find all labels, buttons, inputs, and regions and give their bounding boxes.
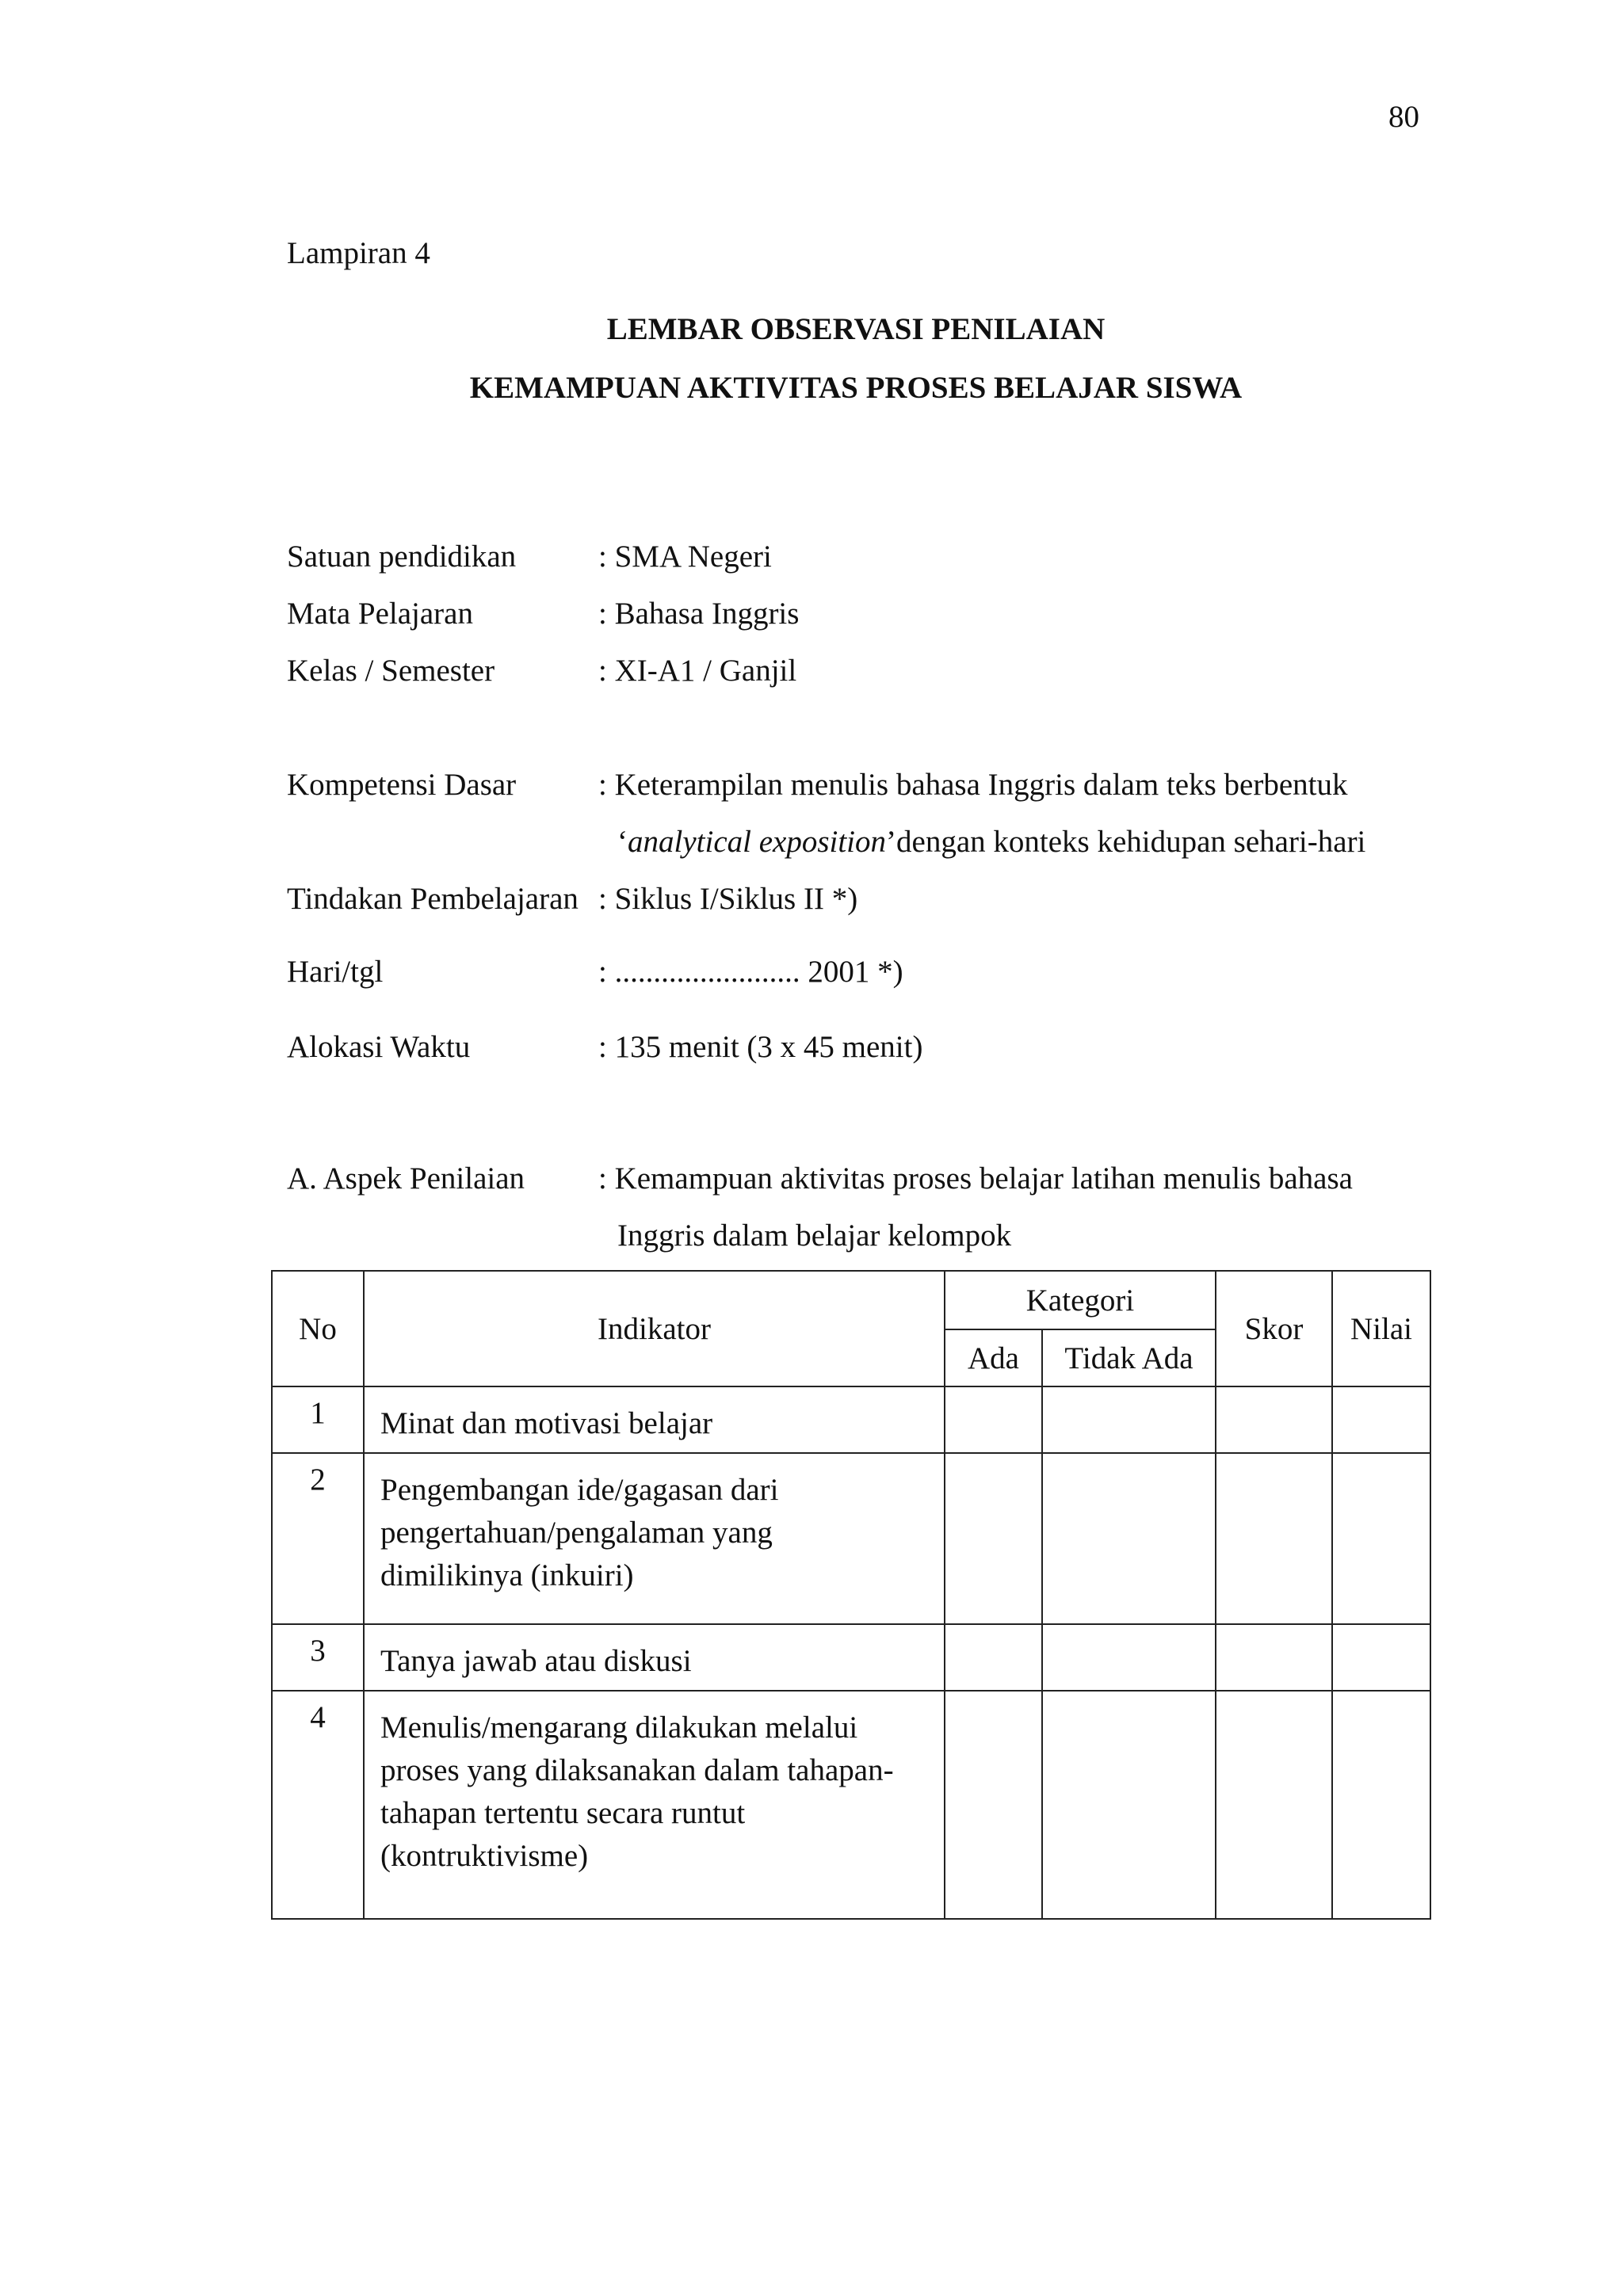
cell-nilai <box>1332 1386 1430 1453</box>
cell-skor <box>1216 1624 1332 1691</box>
table-row <box>272 1624 1430 1691</box>
observation-table <box>271 1270 1431 1920</box>
kd-quote-open: ‘ <box>617 825 628 859</box>
indikator-line: dimilikinya (inkuiri) <box>380 1558 634 1592</box>
table-row <box>272 1691 1430 1919</box>
kd-value-line-2 <box>617 826 1365 857</box>
cell-tidak-ada <box>1042 1691 1216 1919</box>
alokasi-value: : 135 menit (3 x 45 menit) <box>598 1030 923 1064</box>
indikator-line: (kontruktivisme) <box>380 1839 589 1873</box>
cell-skor <box>1216 1386 1332 1453</box>
header-tidak-ada: Tidak Ada <box>1042 1329 1216 1386</box>
header-nilai: Nilai <box>1332 1271 1430 1386</box>
header-indikator: Indikator <box>364 1271 945 1386</box>
aspek-value-line-1: : Kemampuan aktivitas proses belajar latihan menulis bahasa <box>598 1161 1353 1196</box>
page-number: 80 <box>1388 100 1419 134</box>
indikator-line: pengertahuan/pengalaman yang <box>380 1516 773 1550</box>
row-number: 4 <box>272 1691 364 1919</box>
cell-ada <box>945 1386 1042 1453</box>
row-number: 3 <box>272 1624 364 1691</box>
table-row <box>272 1453 1430 1624</box>
cell-nilai <box>1332 1453 1430 1624</box>
indikator-line: proses yang dilaksanakan dalam tahapan- <box>380 1753 894 1787</box>
cell-nilai <box>1332 1691 1430 1919</box>
alokasi-label: Alokasi Waktu <box>287 1030 471 1064</box>
title-line-1: LEMBAR OBSERVASI PENILAIAN <box>606 312 1106 346</box>
title-line-2: KEMAMPUAN AKTIVITAS PROSES BELAJAR SISWA <box>469 371 1243 405</box>
row-indikator <box>364 1624 945 1691</box>
indikator-line: Minat dan motivasi belajar <box>380 1406 713 1440</box>
cell-ada <box>945 1624 1042 1691</box>
appendix-label: Lampiran 4 <box>287 236 430 270</box>
mapel-label: Mata Pelajaran <box>287 597 473 631</box>
cell-skor <box>1216 1453 1332 1624</box>
mapel-value: : Bahasa Inggris <box>598 597 800 631</box>
satuan-value: : SMA Negeri <box>598 540 772 574</box>
cell-tidak-ada <box>1042 1386 1216 1453</box>
kd-value-line-1: : Keterampilan menulis bahasa Inggris dalam teks berbentuk <box>598 768 1348 802</box>
tindakan-label: Tindakan Pembelajaran <box>287 882 579 916</box>
header-no: No <box>272 1271 364 1386</box>
kelas-label: Kelas / Semester <box>287 654 495 688</box>
kd-rest-text: ’dengan konteks kehidupan sehari-hari <box>886 825 1366 859</box>
indikator-line: Tanya jawab atau diskusi <box>380 1644 692 1678</box>
row-indikator <box>364 1691 945 1919</box>
cell-nilai <box>1332 1624 1430 1691</box>
header-ada: Ada <box>945 1329 1042 1386</box>
table-row <box>272 1386 1430 1453</box>
satuan-label: Satuan pendidikan <box>287 540 517 574</box>
aspek-label: A. Aspek Penilaian <box>287 1161 525 1196</box>
cell-tidak-ada <box>1042 1453 1216 1624</box>
kelas-value: : XI-A1 / Ganjil <box>598 654 797 688</box>
cell-tidak-ada <box>1042 1624 1216 1691</box>
hari-label: Hari/tgl <box>287 955 384 989</box>
indikator-line: tahapan tertentu secara runtut <box>380 1796 746 1830</box>
tindakan-value: : Siklus I/Siklus II *) <box>598 882 858 916</box>
row-number: 2 <box>272 1453 364 1624</box>
aspek-value-line-2: Inggris dalam belajar kelompok <box>617 1219 1012 1253</box>
cell-skor <box>1216 1691 1332 1919</box>
row-indikator <box>364 1386 945 1453</box>
header-skor: Skor <box>1216 1271 1332 1386</box>
kd-italic-text: analytical exposition <box>628 825 887 859</box>
row-indikator <box>364 1453 945 1624</box>
indikator-line: Pengembangan ide/gagasan dari <box>380 1473 779 1507</box>
cell-ada <box>945 1453 1042 1624</box>
row-number: 1 <box>272 1386 364 1453</box>
indikator-line: Menulis/mengarang dilakukan melalui <box>380 1711 858 1745</box>
header-kategori: Kategori <box>945 1271 1216 1329</box>
hari-value: : ........................ 2001 *) <box>598 955 903 989</box>
kd-label: Kompetensi Dasar <box>287 768 517 802</box>
cell-ada <box>945 1691 1042 1919</box>
